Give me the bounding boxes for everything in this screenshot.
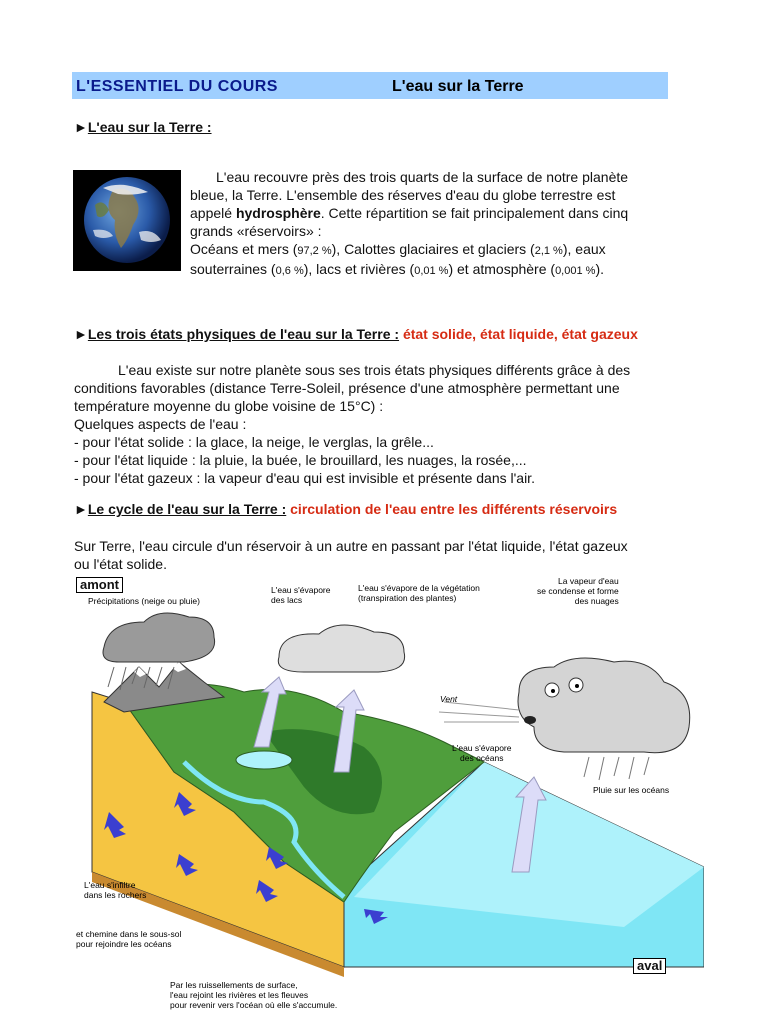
condensation-label: La vapeur d'eau se condense et forme des nuages <box>537 576 619 606</box>
section2-line: - pour l'état liquide : la pluie, la buée, le brouillard, les nuages, la rosée,... <box>74 452 527 468</box>
runoff-label: Par les ruissellements de surface, l'eau rejoint les rivières et les fleuves pour revenir vers l'océan où elle s'accumule. <box>170 980 338 1010</box>
section1-heading <box>74 119 212 135</box>
earth-globe-icon <box>73 170 181 271</box>
section3-title: Le cycle de l'eau sur la Terre : <box>87 501 287 517</box>
water-cycle-diagram <box>64 572 704 1017</box>
infiltration-label: L'eau s'infiltre dans les rochers <box>84 880 147 900</box>
rain-cloud-shape <box>103 613 215 662</box>
amont-label: amont <box>76 577 123 593</box>
ocean-rain-label: Pluie sur les océans <box>593 785 670 795</box>
section2-line: Quelques aspects de l'eau : <box>74 416 247 432</box>
section1-paragraph <box>190 168 690 280</box>
wind-label: Vent <box>440 694 458 704</box>
section3-line: Sur Terre, l'eau circule d'un réservoir à un autre en passant par l'état liquide, l'état gazeux <box>74 538 628 554</box>
section2-line: température moyenne du globe voisine de 15°C) : <box>74 398 384 414</box>
ocean-evaporation-label: L'eau s'évapore des océans <box>452 743 512 763</box>
wind-lines <box>439 702 519 722</box>
section1-line1: L'eau recouvre près des trois quarts de la surface de notre planète <box>216 169 629 185</box>
section2-title: Les trois états physiques de l'eau sur la Terre : <box>87 326 400 342</box>
section3-marker: ► <box>74 501 88 517</box>
section2-subtitle: état solide, état liquide, état gazeux <box>402 326 638 342</box>
section3-line: ou l'état solide. <box>74 556 167 572</box>
vegetation-evaporation-label: L'eau s'évapore de la végétation (transpiration des plantes) <box>358 583 480 603</box>
section1-line6: souterraines (0,6 %), lacs et rivières (0,01 %) et atmosphère (0,001 %). <box>190 261 604 277</box>
middle-cloud-shape <box>278 625 404 672</box>
section2-paragraph <box>74 361 714 487</box>
section1-marker: ► <box>74 119 88 135</box>
face-cloud-shape <box>518 658 690 753</box>
section2-heading <box>74 326 638 342</box>
section2-line: - pour l'état solide : la glace, la neige, le verglas, la grêle... <box>74 434 434 450</box>
section3-heading <box>74 501 617 517</box>
section3-subtitle: circulation de l'eau entre les différents réservoirs <box>290 501 618 517</box>
precipitation-label: Précipitations (neige ou pluie) <box>88 596 200 606</box>
section1-line4: grands «réservoirs» : <box>190 223 322 239</box>
section1-line2: bleue, la Terre. L'ensemble des réserves d'eau du globe terrestre est <box>190 187 616 203</box>
aval-label: aval <box>633 958 666 974</box>
section2-marker: ► <box>74 326 88 342</box>
hydrosphere-term: hydrosphère <box>235 205 321 221</box>
lake-evaporation-label: L'eau s'évapore des lacs <box>271 585 331 605</box>
section1-title: L'eau sur la Terre : <box>87 119 212 135</box>
header-topic-title: L'eau sur la Terre <box>392 78 524 95</box>
lake-shape <box>236 751 292 769</box>
section1-line3: appelé hydrosphère. Cette répartition se fait principalement dans cinq <box>190 205 629 221</box>
section3-paragraph <box>74 537 714 573</box>
section2-line: L'eau existe sur notre planète sous ses trois états physiques différents grâce à des <box>118 362 631 378</box>
groundwater-label: et chemine dans le sous-sol pour rejoindre les océans <box>76 929 182 949</box>
section2-line: - pour l'état gazeux : la vapeur d'eau qui est invisible et présente dans l'air. <box>74 470 535 486</box>
earth-image <box>73 170 181 271</box>
ocean-rain-lines <box>584 757 649 780</box>
section2-line: conditions favorables (distance Terre-Soleil, présence d'une atmosphère permettant une <box>74 380 620 396</box>
header-course-label: L'ESSENTIEL DU COURS <box>76 78 278 95</box>
section1-line5: Océans et mers (97,2 %), Calottes glaciaires et glaciers (2,1 %), eaux <box>190 241 606 257</box>
